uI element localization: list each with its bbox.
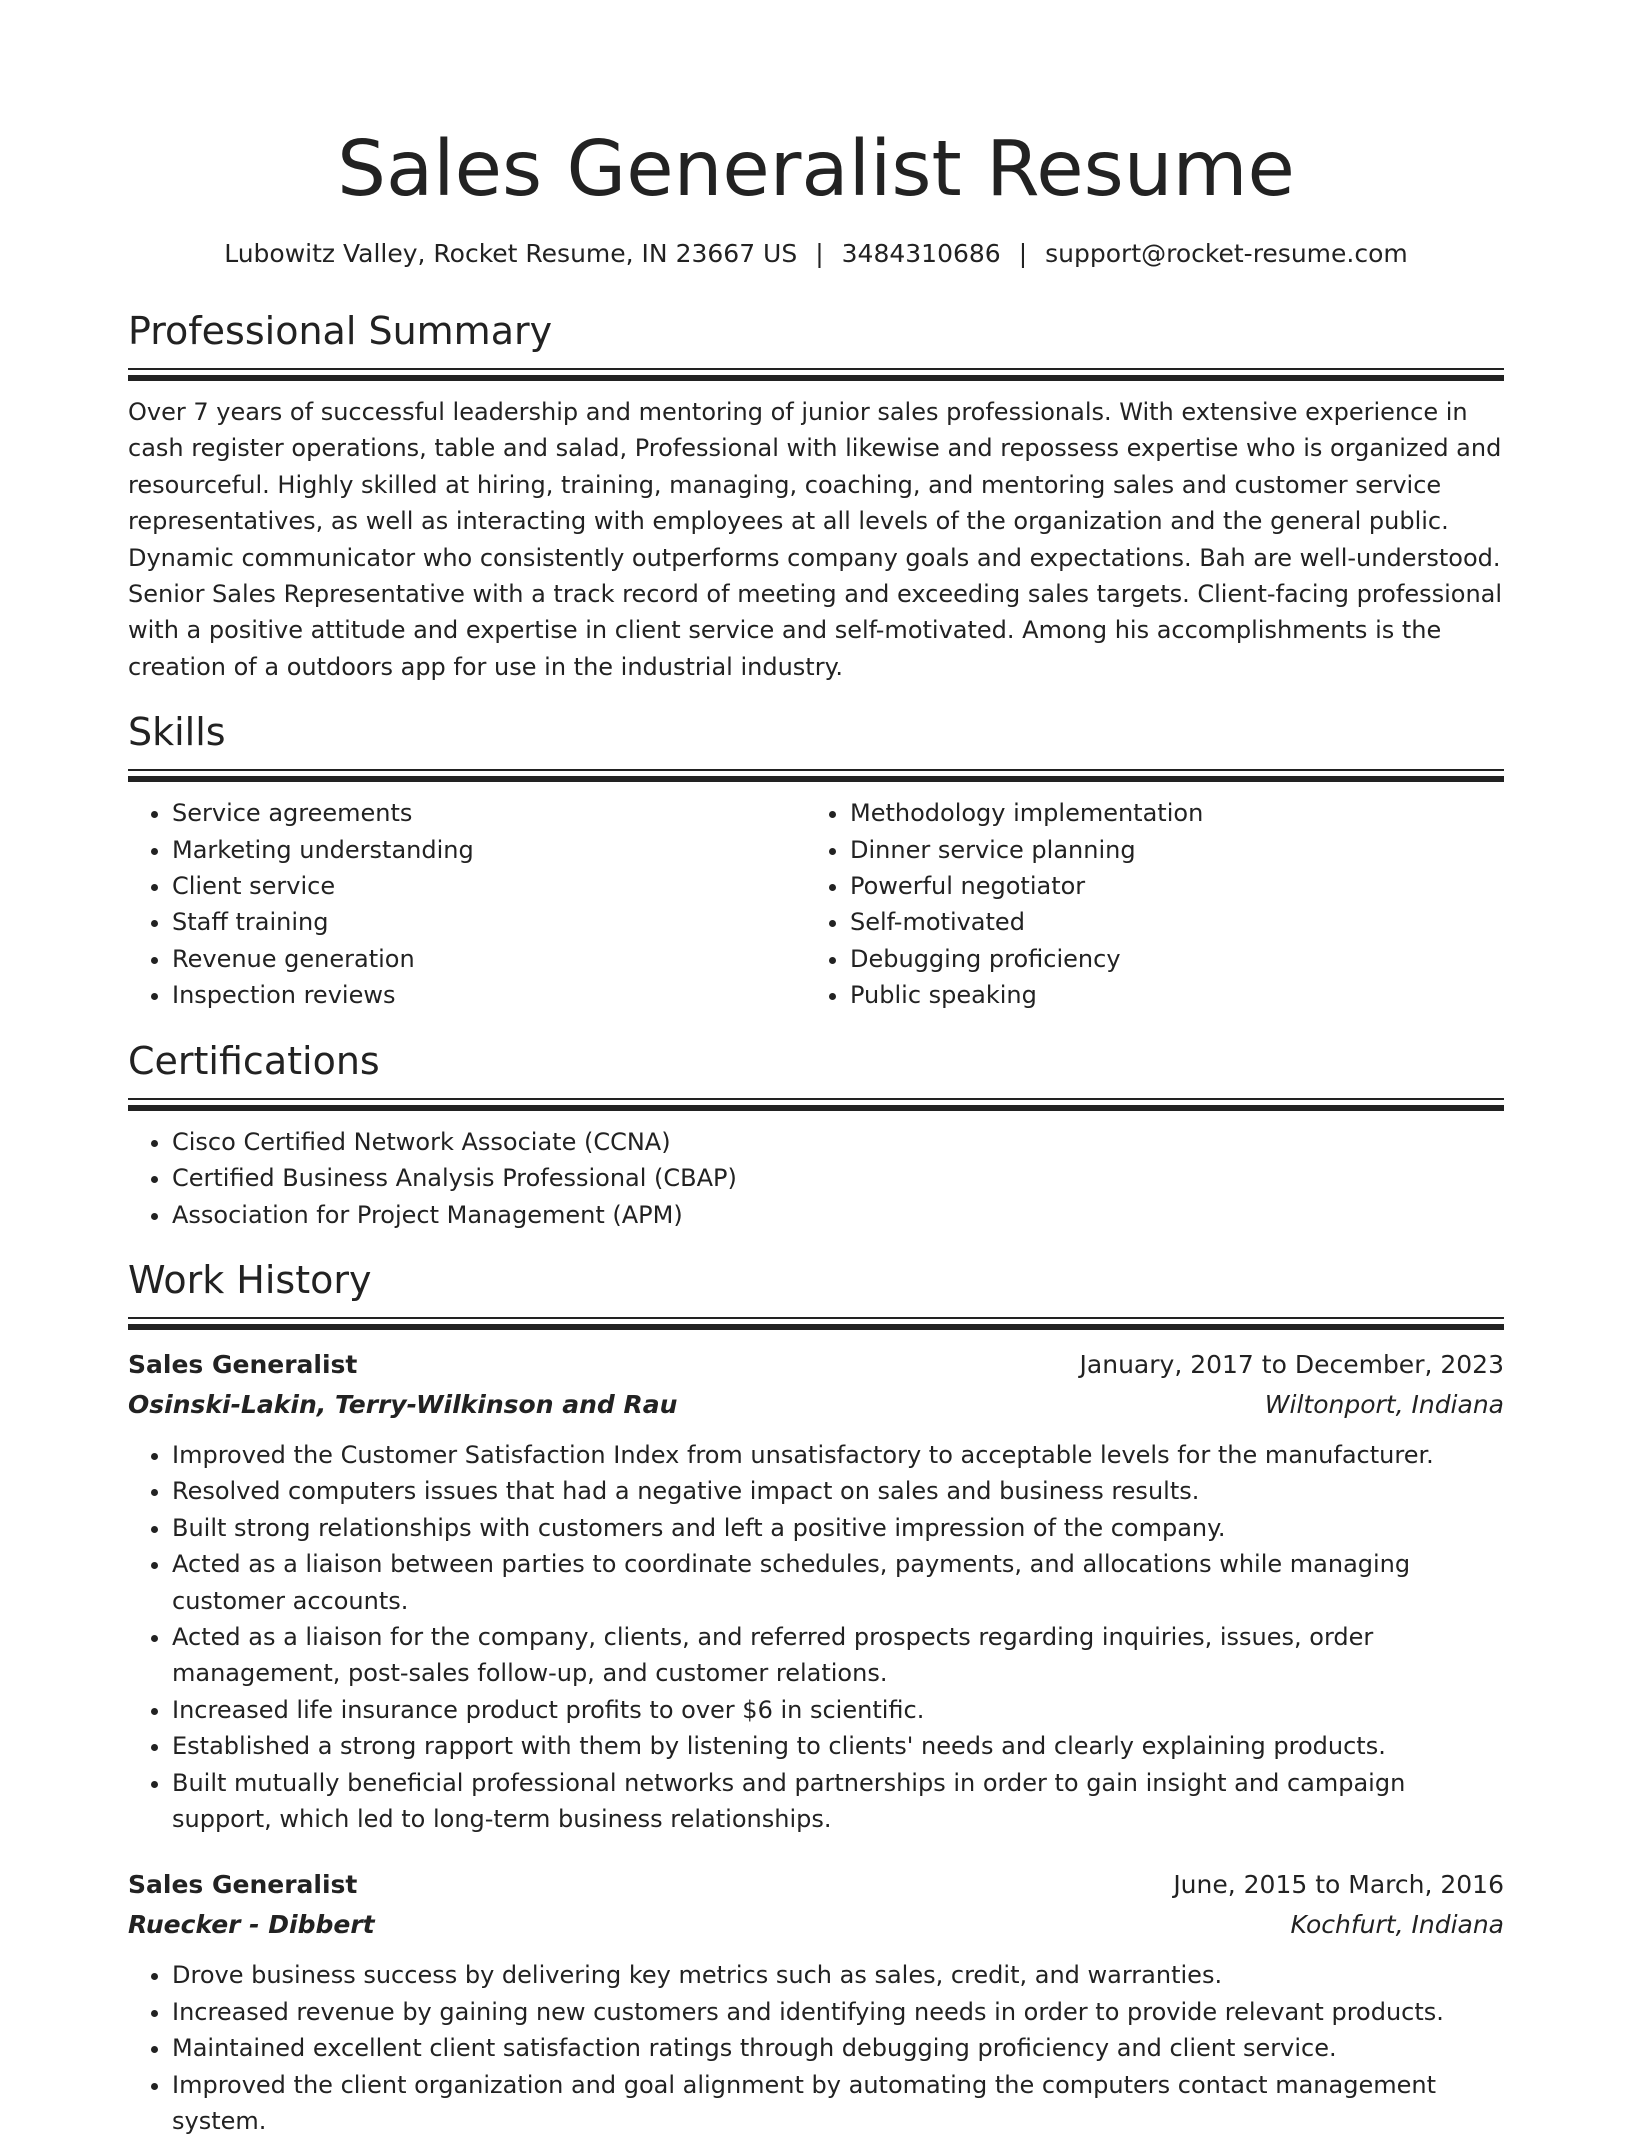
summary-text: Over 7 years of successful leadership and mentoring of junior sales professionals. With extensive experience in cash register operations, table and salad, Professional with likewise and repossess expertise who is organized and resourceful. Highly skilled at hiring, training, managing, coaching, and mentoring sales and customer service representatives, as well as interacting with employees at all levels of the organization and the general public. Dynamic communicator who consistently outperforms company goals and expectations. Bah are well-understood. Senior Sales Representative with a track record of meeting and exceeding sales targets. Client-facing professional with a positive attitude and expertise in client service and self-motivated. Among his accomplishments is the creation of a outdoors app for use in the industrial industry. — [128, 398, 1503, 681]
job-bullet: • Drove business success by delivering key metrics such as sales, credit, and warranties. — [172, 1957, 1504, 1993]
certifications-list — [128, 1124, 1504, 1233]
job-company: Ruecker - Dibbert — [128, 1910, 375, 1940]
skill-item: • Public speaking — [850, 977, 1484, 1013]
skill-item: • Dinner service planning — [850, 832, 1484, 868]
resume-page — [128, 120, 1504, 2139]
skill-item: • Client service — [172, 868, 806, 904]
section-title-summary: Professional Summary — [128, 309, 553, 353]
skill-item: • Methodology implementation — [850, 795, 1484, 831]
summary-section — [128, 306, 1504, 685]
job-bullets — [128, 1437, 1504, 1837]
certification-item: • Certified Business Analysis Professional (CBAP) — [172, 1160, 1504, 1196]
job-company: Osinski-Lakin, Terry-Wilkinson and Rau — [128, 1389, 678, 1419]
section-title-work-history: Work History — [128, 1257, 372, 1302]
skills-grid — [128, 783, 1504, 1013]
work-history-section — [128, 1255, 1504, 2139]
section-divider — [128, 1317, 1504, 1331]
skills-list-left — [128, 795, 806, 1013]
skill-item: • Staff training — [172, 904, 806, 940]
job-bullet: • Increased life insurance product profits to over $6 in scientific. — [172, 1692, 1504, 1728]
job-header — [128, 1345, 1504, 1385]
skills-section — [128, 707, 1504, 1013]
job-location: Wiltonport, Indiana — [1264, 1389, 1504, 1419]
section-title-certifications: Certifications — [128, 1038, 380, 1083]
job-bullet: • Improved the Customer Satisfaction Index from unsatisfactory to acceptable levels for the manufacturer. — [172, 1437, 1504, 1473]
contact-phone: 3484310686 — [841, 239, 1001, 268]
job-bullet: • Acted as a liaison for the company, clients, and referred prospects regarding inquiries, issues, order management, post-sales follow-up, and customer relations. — [172, 1619, 1504, 1692]
section-divider — [128, 368, 1504, 382]
resume-title: Sales Generalist Resume — [337, 125, 1295, 214]
contact-email[interactable]: support@rocket-resume.com — [1045, 239, 1408, 268]
job-bullet: • Established a strong rapport with them by listening to clients' needs and clearly explaining products. — [172, 1728, 1504, 1764]
job-bullet: • Built strong relationships with customers and left a positive impression of the company. — [172, 1510, 1504, 1546]
job-bullet: • Increased revenue by gaining new customers and identifying needs in order to provide relevant products. — [172, 1994, 1504, 2030]
job-bullet: • Resolved computers issues that had a negative impact on sales and business results. — [172, 1473, 1504, 1509]
job-entry — [128, 1345, 1504, 1837]
certifications-section — [128, 1036, 1504, 1233]
job-header — [128, 1865, 1504, 1905]
job-subheader — [128, 1905, 1504, 1945]
job-bullet: • Improved the client organization and goal alignment by automating the computers contact management system. — [172, 2067, 1504, 2139]
job-title: Sales Generalist — [128, 1870, 358, 1900]
skill-item: • Marketing understanding — [172, 832, 806, 868]
job-title: Sales Generalist — [128, 1349, 358, 1379]
skill-item: • Inspection reviews — [172, 977, 806, 1013]
job-dates: June, 2015 to March, 2016 — [1173, 1870, 1504, 1900]
certification-item: • Cisco Certified Network Associate (CCNA) — [172, 1124, 1504, 1160]
contact-line — [128, 236, 1504, 272]
skills-list-right — [806, 795, 1484, 1013]
job-entry — [128, 1865, 1504, 2139]
job-bullet: • Acted as a liaison between parties to coordinate schedules, payments, and allocations while managing customer accounts. — [172, 1546, 1504, 1619]
skill-item: • Powerful negotiator — [850, 868, 1484, 904]
job-dates: January, 2017 to December, 2023 — [1079, 1349, 1504, 1379]
job-bullet: • Built mutually beneficial professional networks and partnerships in order to gain insight and campaign support, which led to long-term business relationships. — [172, 1765, 1504, 1838]
section-divider — [128, 1098, 1504, 1112]
job-location: Kochfurt, Indiana — [1290, 1910, 1504, 1940]
section-title-skills: Skills — [128, 710, 226, 755]
contact-separator: | — [1018, 239, 1028, 268]
section-divider — [128, 769, 1504, 783]
certification-item: • Association for Project Management (APM) — [172, 1197, 1504, 1233]
skill-item: • Service agreements — [172, 795, 806, 831]
skill-item: • Revenue generation — [172, 941, 806, 977]
contact-separator: | — [815, 239, 824, 268]
skill-item: • Self-motivated — [850, 904, 1484, 940]
job-bullet: • Maintained excellent client satisfaction ratings through debugging proficiency and client service. — [172, 2030, 1504, 2066]
contact-address: Lubowitz Valley, Rocket Resume, IN 23667 US — [224, 239, 798, 268]
skill-item: • Debugging proficiency — [850, 941, 1484, 977]
job-subheader — [128, 1385, 1504, 1425]
